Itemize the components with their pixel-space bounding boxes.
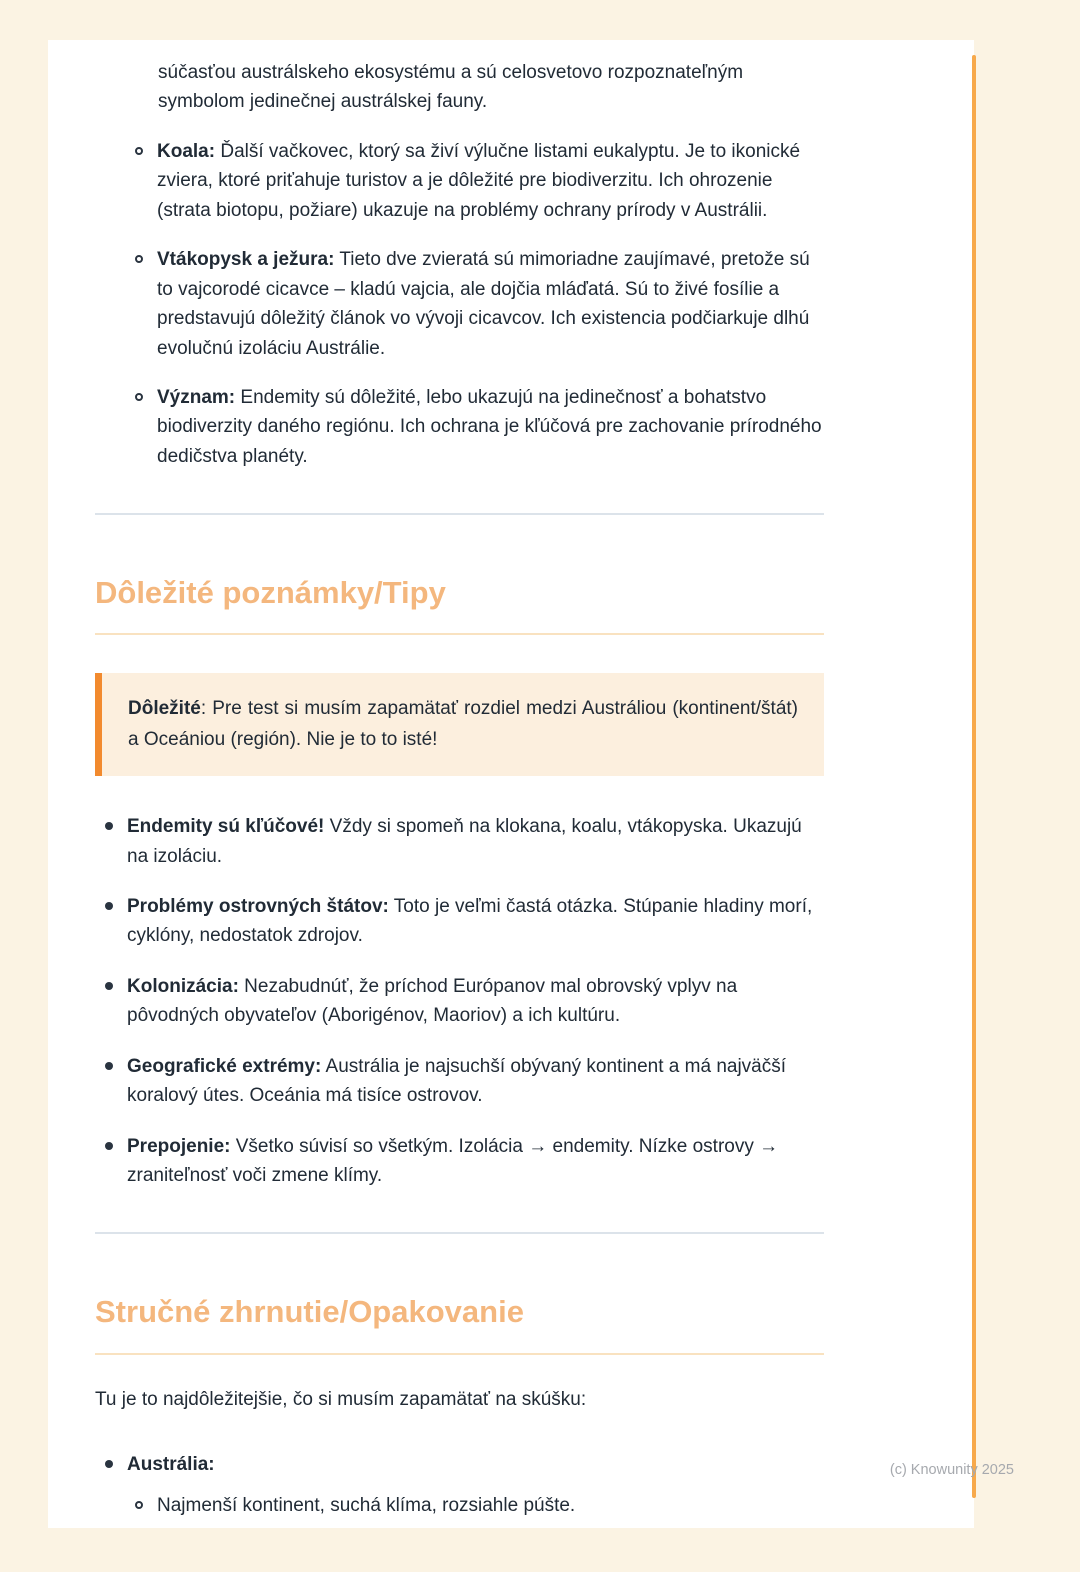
endemics-list (95, 137, 824, 471)
disc-bullet-icon (105, 822, 113, 830)
list-item-problemy (105, 892, 824, 951)
section-divider (95, 513, 824, 515)
list-item-australia (105, 1450, 824, 1521)
list-item-body: Endemity sú dôležité, lebo ukazujú na jedinečnosť a bohatstvo biodiverzity daného regiónu. Ich ochrana je kľúčová pre zachovanie prírodného dedičstva planéty. (157, 386, 822, 467)
list-item-endemity (105, 812, 824, 871)
list-item-prepojenie (105, 1132, 824, 1191)
circle-bullet-icon (135, 147, 143, 155)
circle-bullet-icon (135, 1501, 143, 1509)
list-item-body: Nezabudnúť, že príchod Európanov mal obrovský vplyv na pôvodných obyvateľov (Aborigénov, Maoriov) a ich kultúru. (127, 975, 738, 1027)
list-item-body: Toto je veľmi častá otázka. Stúpanie hladiny morí, cyklóny, nedostatok zdrojov. (127, 895, 813, 947)
list-item-text (127, 1132, 824, 1191)
circle-bullet-icon (135, 393, 143, 401)
list-item-geograficke-extremy (105, 1052, 824, 1111)
list-item-text (127, 1450, 824, 1521)
list-item-kolonizacia (105, 972, 824, 1031)
callout-lead: Dôležité (128, 698, 201, 720)
paragraph-continuation: súčasťou austrálskeho ekosystému a sú celosvetovo rozpoznateľným symbolom jedinečnej austrálskej fauny. (158, 62, 744, 113)
list-item-lead: Koala: (157, 140, 216, 162)
list-item-lead: Vtákopysk a ježura: (157, 249, 335, 271)
list-item-australia-detail (135, 1491, 824, 1520)
list-item-body: Austrália je najsuchší obývaný kontinent a má najväčší koralový útes. Oceánia má tisíce ostrovov. (127, 1055, 787, 1107)
list-item-text (127, 972, 824, 1031)
section-title-notes: Dôležité poznámky/Tipy (95, 569, 824, 635)
summary-list (95, 1450, 824, 1521)
list-item-text (157, 383, 824, 471)
list-item-text (127, 892, 824, 951)
important-callout (95, 673, 824, 776)
list-item-koala (135, 137, 824, 225)
copyright-footer: (c) Knowunity 2025 (889, 1462, 1014, 1478)
disc-bullet-icon (105, 902, 113, 910)
list-item-text (157, 137, 824, 225)
list-item-vyznam (135, 383, 824, 471)
list-item-body: Najmenší kontinent, suchá klíma, rozsiahle púšte. (157, 1495, 576, 1517)
page-accent-line (972, 55, 976, 1498)
callout-text (128, 694, 798, 755)
summary-intro-text: Tu je to najdôležitejšie, čo si musím zapamätať na skúšku: (95, 1388, 587, 1410)
list-item-text (127, 812, 824, 871)
circle-bullet-icon (135, 255, 143, 263)
callout-body: : Pre test si musím zapamätať rozdiel medzi Austráliou (kontinent/štát) a Oceániou (región). Nie je to to isté! (128, 698, 798, 750)
list-item-body: Všetko súvisí so všetkým. Izolácia → endemity. Nízke ostrovy → zraniteľnosť voči zmene klímy. (127, 1135, 779, 1187)
document-content (48, 40, 974, 1572)
list-item-lead: Geografické extrémy: (127, 1055, 322, 1077)
disc-bullet-icon (105, 1142, 113, 1150)
list-item-lead: Austrália: (127, 1453, 215, 1475)
list-item-lead: Prepojenie: (127, 1135, 231, 1157)
list-item-body: Vždy si spomeň na klokana, koalu, vtákopyska. Ukazujú na izoláciu. (127, 816, 802, 867)
list-item-lead: Problémy ostrovných štátov: (127, 895, 389, 917)
section-title-summary: Stručné zhrnutie/Opakovanie (95, 1288, 824, 1354)
summary-sublist (127, 1491, 824, 1520)
disc-bullet-icon (105, 1460, 113, 1468)
list-item-body: Tieto dve zvieratá sú mimoriadne zaujímavé, pretože sú to vajcorodé cicavce – kladú vajcia, ale dojčia mláďatá. Sú to živé fosílie a predstavujú dôležitý článok vo vývoji cicavcov. Ich existencia podčiarkuje dlhú evolučnú izoláciu Austrálie. (157, 249, 810, 359)
list-item-lead: Kolonizácia: (127, 975, 239, 997)
list-item-vtakopysk (135, 245, 824, 363)
section-divider (95, 1232, 824, 1234)
list-item-text (127, 1052, 824, 1111)
tips-list (95, 812, 824, 1190)
list-item-lead: Význam: (157, 386, 236, 408)
list-item-text (157, 245, 824, 363)
disc-bullet-icon (105, 1062, 113, 1070)
list-item-body: Ďalší vačkovec, ktorý sa živí výlučne listami eukalyptu. Je to ikonické zviera, ktoré priťahuje turistov a je dôležité pre biodiverzitu. Ich ohrozenie (strata biotopu, požiare) ukazuje na problémy ochrany prírody v Austrálii. (157, 140, 801, 221)
document-card (48, 40, 974, 1528)
list-item-lead: Endemity sú kľúčové! (127, 816, 325, 838)
disc-bullet-icon (105, 982, 113, 990)
